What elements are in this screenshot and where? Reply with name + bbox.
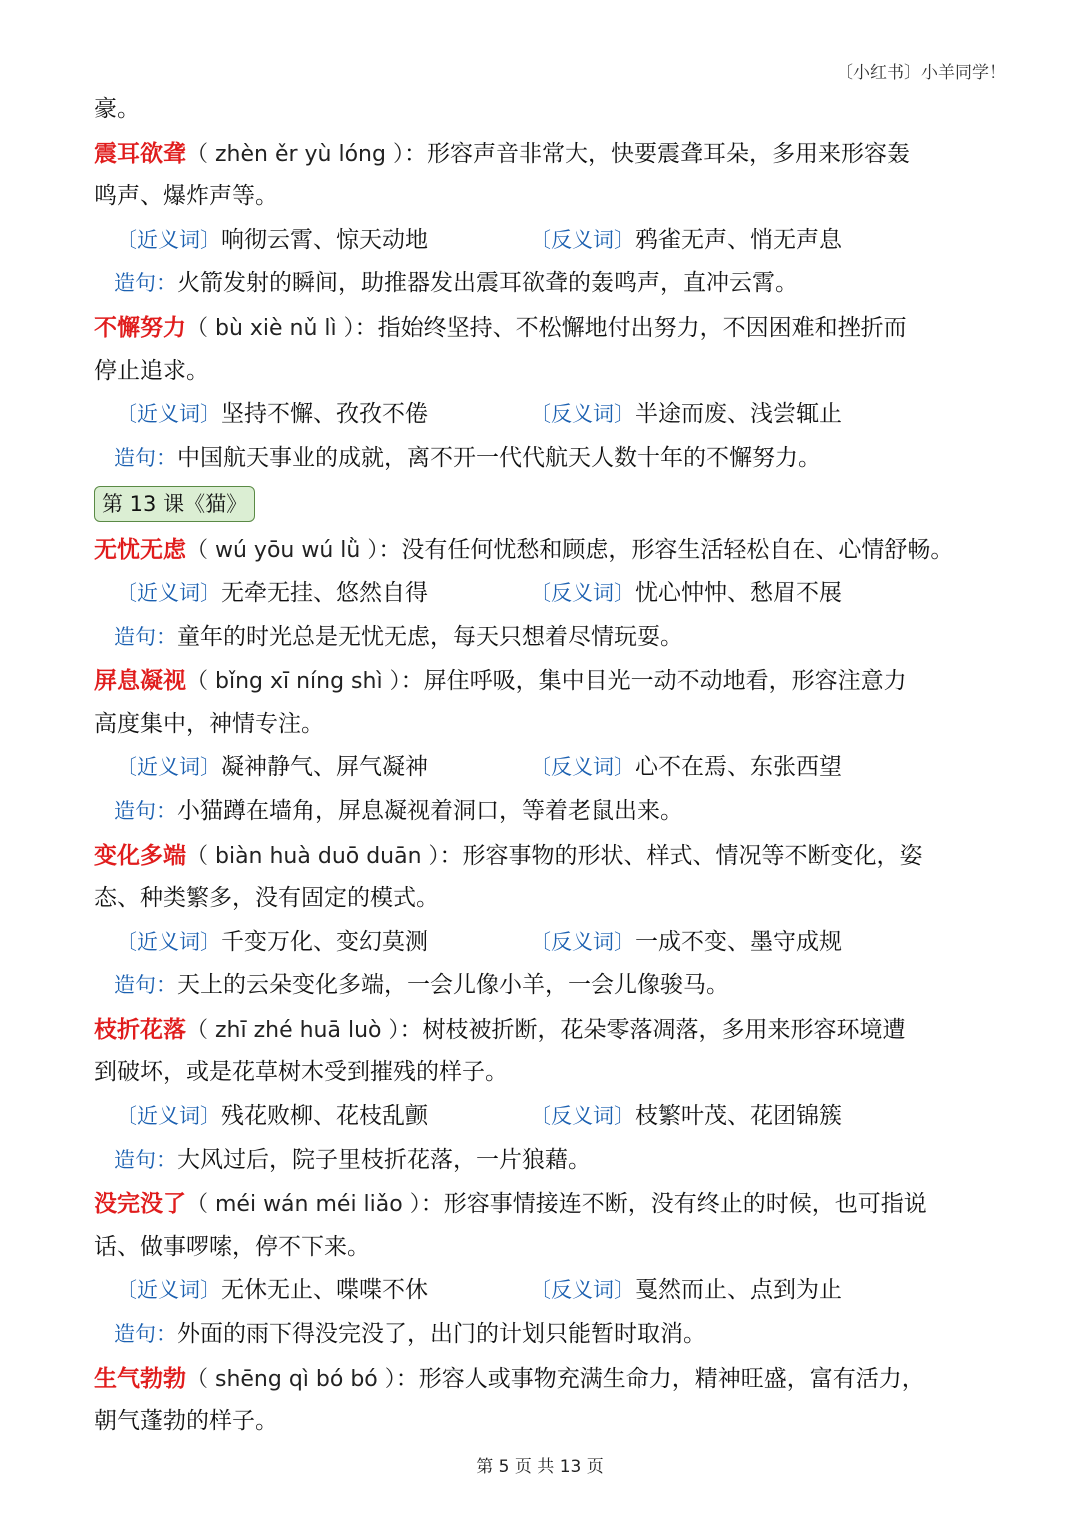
sentence-label: 造句： [114, 271, 177, 296]
carry-over-text: 豪。 [94, 96, 140, 122]
synonym-value: 无休无止、喋喋不休 [221, 1277, 428, 1304]
synonym-value: 无牵无挂、悠然自得 [221, 579, 428, 606]
entry [94, 132, 994, 306]
antonym-group [530, 580, 842, 606]
synonym-label: 〔近义词〕 [116, 1104, 221, 1129]
relations-line [94, 393, 994, 437]
idiom-pinyin: （ shēng qì bó bó ） [186, 1366, 396, 1392]
synonym-label: 〔近义词〕 [116, 755, 221, 780]
synonym-label: 〔近义词〕 [116, 1278, 221, 1303]
idiom-term: 变化多端 [94, 841, 186, 869]
antonym-value: 鸦雀无声、悄无声息 [635, 226, 842, 253]
antonym-label: 〔反义词〕 [530, 755, 635, 780]
idiom-pinyin: （ méi wán méi liǎo ） [186, 1192, 421, 1218]
idiom-definition: ：形容声音非常大，快要震聋耳朵，多用来形容轰 [403, 140, 910, 167]
sentence-label: 造句： [114, 1147, 177, 1172]
synonym-group [116, 393, 530, 437]
entry-head-line [94, 1182, 994, 1226]
entries-block-a [94, 132, 994, 481]
idiom-pinyin: （ biàn huà duō duān ） [186, 843, 440, 869]
source-watermark: 〔小红书〕小羊同学！ [836, 63, 1006, 83]
example-sentence-line [94, 437, 994, 481]
idiom-definition: ：树枝被折断，花朵零落凋落，多用来形容环境遭 [399, 1016, 906, 1043]
idiom-term: 无忧无虑 [94, 536, 186, 564]
synonym-value: 千变万化、变幻莫测 [221, 928, 428, 955]
entry [94, 659, 994, 833]
antonym-value: 心不在焉、东张西望 [635, 754, 842, 781]
relations-line [94, 921, 994, 965]
sentence-label: 造句： [114, 798, 177, 823]
entry-head-line [94, 834, 994, 878]
entry-definition-cont [94, 877, 994, 921]
idiom-pinyin: （ zhī zhé huā luò ） [186, 1017, 400, 1043]
lesson-heading-line [94, 480, 994, 528]
antonym-value: 枝繁叶茂、花团锦簇 [635, 1103, 842, 1130]
entry [94, 1008, 994, 1182]
idiom-term: 不懈努力 [94, 313, 186, 341]
example-sentence-line [94, 1313, 994, 1357]
synonym-value: 响彻云霄、惊天动地 [221, 226, 428, 253]
antonym-label: 〔反义词〕 [530, 929, 635, 954]
entry-definition-cont [94, 703, 994, 747]
antonym-label: 〔反义词〕 [530, 402, 635, 427]
example-sentence: 外面的雨下得没完没了，出门的计划只能暂时取消。 [177, 1321, 706, 1348]
page-number: 第 5 页 共 13 页 [476, 1457, 604, 1477]
antonym-label: 〔反义词〕 [530, 227, 635, 252]
idiom-definition: ：形容人或事物充满生命力，精神旺盛，富有活力， [395, 1365, 925, 1392]
example-sentence: 小猫蹲在墙角，屏息凝视着洞口，等着老鼠出来。 [177, 797, 683, 824]
idiom-term: 没完没了 [94, 1190, 186, 1218]
synonym-value: 残花败柳、花枝乱颤 [221, 1103, 428, 1130]
entry-definition-cont [94, 1051, 994, 1095]
idiom-definition: ：形容事物的形状、样式、情况等不断变化，姿 [439, 842, 923, 869]
antonym-group [530, 1103, 842, 1129]
synonym-group [116, 1269, 530, 1313]
antonym-label: 〔反义词〕 [530, 1104, 635, 1129]
idiom-pinyin: （ bù xiè nǔ lì ） [186, 315, 355, 341]
example-sentence: 火箭发射的瞬间，助推器发出震耳欲聋的轰鸣声，直冲云霄。 [177, 270, 798, 297]
idiom-definition-cont: 态、种类繁多，没有固定的模式。 [94, 885, 439, 912]
antonym-group [530, 929, 842, 955]
antonym-label: 〔反义词〕 [530, 580, 635, 605]
idiom-definition-cont: 朝气蓬勃的样子。 [94, 1408, 278, 1435]
page-content [94, 88, 994, 1444]
example-sentence-line [94, 262, 994, 306]
antonym-group [530, 754, 842, 780]
synonym-label: 〔近义词〕 [116, 227, 221, 252]
entry [94, 528, 994, 659]
example-sentence: 大风过后，院子里枝折花落，一片狼藉。 [177, 1146, 591, 1173]
antonym-value: 戛然而止、点到为止 [635, 1277, 842, 1304]
synonym-group [116, 1095, 530, 1139]
example-sentence: 童年的时光总是无忧无虑，每天只想着尽情玩耍。 [177, 623, 683, 650]
sentence-label: 造句： [114, 624, 177, 649]
antonym-group [530, 1277, 842, 1303]
idiom-term: 震耳欲聋 [94, 139, 186, 167]
antonym-label: 〔反义词〕 [530, 1278, 635, 1303]
entry-head-line [94, 659, 994, 703]
idiom-definition-cont: 话、做事啰嗦，停不下来。 [94, 1233, 370, 1260]
entry-head-line [94, 132, 994, 176]
synonym-label: 〔近义词〕 [116, 580, 221, 605]
synonym-group [116, 572, 530, 616]
entry-definition-cont [94, 1226, 994, 1270]
entry [94, 306, 994, 480]
carry-over-line [94, 88, 994, 132]
idiom-definition-cont: 鸣声、爆炸声等。 [94, 183, 278, 210]
idiom-definition: ：没有任何忧愁和顾虑，形容生活轻松自在、心情舒畅。 [378, 537, 954, 564]
sentence-label: 造句： [114, 973, 177, 998]
antonym-group [530, 227, 842, 253]
entries-block-b [94, 528, 994, 1356]
relations-line [94, 746, 994, 790]
idiom-definition: ：屏住呼吸，集中目光一动不动地看，形容注意力 [400, 668, 907, 695]
synonym-value: 坚持不懈、孜孜不倦 [221, 401, 428, 428]
entry-head-line [94, 528, 994, 572]
antonym-value: 一成不变、墨守成规 [635, 928, 842, 955]
lesson-heading: 第 13 课《猫》 [94, 486, 255, 522]
synonym-value: 凝神静气、屏气凝神 [221, 754, 428, 781]
entry [94, 834, 994, 1008]
example-sentence-line [94, 964, 994, 1008]
entry-head-line [94, 306, 994, 350]
entry-head-line [94, 1008, 994, 1052]
idiom-term: 屏息凝视 [94, 667, 186, 695]
entry-definition-cont [94, 1400, 994, 1444]
idiom-pinyin: （ bǐng xī níng shì ） [186, 669, 401, 695]
example-sentence-line [94, 616, 994, 660]
relations-line [94, 572, 994, 616]
example-sentence: 天上的云朵变化多端，一会儿像小羊，一会儿像骏马。 [177, 972, 729, 999]
synonym-label: 〔近义词〕 [116, 402, 221, 427]
entry [94, 1182, 994, 1356]
example-sentence-line [94, 1139, 994, 1183]
sentence-label: 造句： [114, 445, 177, 470]
synonym-group [116, 921, 530, 965]
relations-line [94, 1095, 994, 1139]
example-sentence: 中国航天事业的成就，离不开一代代航天人数十年的不懈努力。 [177, 444, 821, 471]
relations-line [94, 1269, 994, 1313]
idiom-definition-cont: 停止追求。 [94, 357, 209, 384]
idiom-definition: ：形容事情接连不断，没有终止的时候，也可指说 [420, 1191, 927, 1218]
synonym-group [116, 746, 530, 790]
sentence-label: 造句： [114, 1322, 177, 1347]
idiom-pinyin: （ wú yōu wú lǜ ） [186, 538, 379, 564]
synonym-label: 〔近义词〕 [116, 929, 221, 954]
example-sentence-line [94, 790, 994, 834]
idiom-term: 枝折花落 [94, 1015, 186, 1043]
antonym-value: 半途而废、浅尝辄止 [635, 401, 842, 428]
idiom-definition-cont: 到破坏，或是花草树木受到摧残的样子。 [94, 1059, 508, 1086]
idiom-definition: ：指始终坚持、不松懈地付出努力，不因困难和挫折而 [354, 314, 907, 341]
antonym-group [530, 401, 842, 427]
entry-definition-cont [94, 350, 994, 394]
relations-line [94, 219, 994, 263]
idiom-definition-cont: 高度集中，神情专注。 [94, 710, 324, 737]
antonym-value: 忧心忡忡、愁眉不展 [635, 579, 842, 606]
entry [94, 1357, 994, 1444]
synonym-group [116, 219, 530, 263]
entry-definition-cont [94, 175, 994, 219]
idiom-pinyin: （ zhèn ěr yù lóng ） [186, 141, 404, 167]
idiom-term: 生气勃勃 [94, 1364, 186, 1392]
entry-head-line [94, 1357, 994, 1401]
